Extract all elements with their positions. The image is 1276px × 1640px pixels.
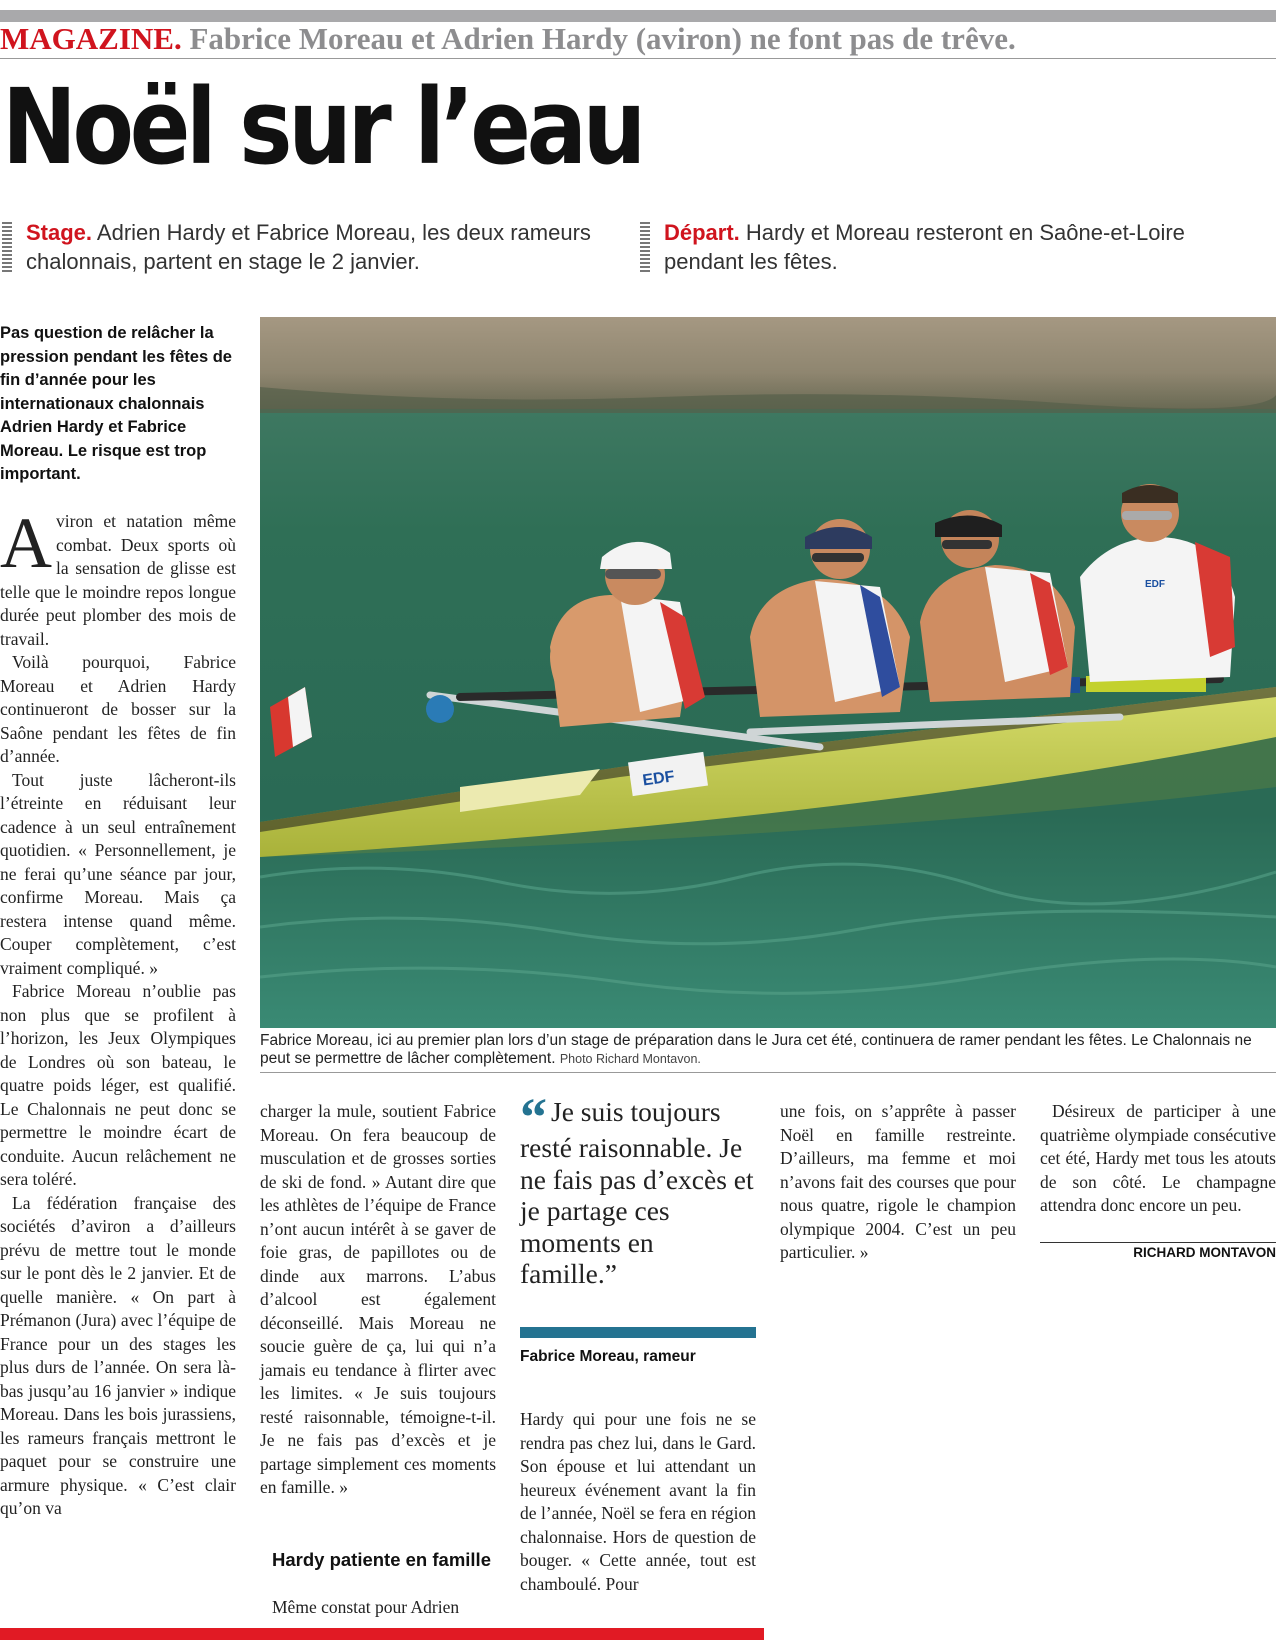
quote-mark-icon: “ [520, 1087, 547, 1147]
paragraph: charger la mule, soutient Fabrice Moreau. On fera beaucoup de musculation et de grosses sorties de ski de fond. » Autant dire que les athlètes de l’équipe de France n’ont aucun intérêt à se gaver de foie gras, de papillotes ou de dinde aux marrons. L’abus d’alcool est également déconseillé. Mais Moreau ne soucie guère de ça, lui qui n’a jamais eu tendance à flirter avec les limites. « Je suis toujours resté raisonnable, témoigne-t-il. Je ne fais pas d’excès et je partage simplement ces moments en famille. » [260, 1101, 496, 1497]
teaser-text: Hardy et Moreau resteront en Saône-et-Loire pendant les fêtes. [664, 220, 1185, 274]
byline-rule [1040, 1242, 1276, 1243]
rowing-photo-illustration [260, 317, 1276, 1028]
article-column-4 [780, 1100, 1016, 1265]
paragraph: Désireux de participer à une quatrième olympiade consécutive cet été, Hardy met tous les atouts de son côté. Le champagne attendra donc encore un peu. [1040, 1101, 1276, 1215]
paragraph: Voilà pourquoi, Fabrice Moreau et Adrien Hardy continueront de bosser sur la Saône pendant les fêtes de fin d’année. [0, 652, 236, 766]
bottom-red-rule [0, 1628, 764, 1640]
article-column-1 [0, 503, 236, 1521]
teaser-stage [26, 218, 616, 276]
paragraph: Aviron et natation même combat. Deux sports où la sensation de glisse est telle que le moindre repos longue durée peut plomber des mois de travail. [0, 503, 236, 649]
paragraph: La fédération française des sociétés d’aviron a d’ailleurs prévu de mettre tout le monde sur le pont dès le 2 janvier. Et de quelle manière. « On part à Prémanon (Jura) avec l’équipe de France pour un des stages les plus durs de l’année. On sera là-bas jusqu’au 16 janvier » indique Moreau. Dans les bois jurassiens, les rameurs français mettront le paquet pour se construire une armure physique. « C’est clair qu’on va [0, 1192, 236, 1518]
dotted-bar-icon [2, 222, 12, 274]
article-column-3 [520, 1408, 756, 1596]
boat-logo: EDF [641, 768, 676, 790]
teaser-lead: Départ. [664, 220, 740, 245]
article-column-5 [1040, 1100, 1276, 1218]
paragraph: Tout juste lâcheront-ils l’étreinte en réduisant leur cadence à un seul entraînement quotidien. « Personnellement, je ne ferai qu’une séance par jour, confirme Moreau. Mais ça restera intense quand même. Couper complètement, c’est vraiment compliqué. » [0, 769, 236, 978]
quote-text: Je suis toujours resté raisonnable. Je ne fais pas d’excès et je partage ces moments en famille.” [520, 1096, 754, 1289]
quote-rule [520, 1327, 756, 1338]
quote-author: Fabrice Moreau, rameur [520, 1348, 696, 1365]
byline: RICHARD MONTAVON [1133, 1245, 1276, 1260]
caption-rule [260, 1072, 1276, 1073]
kicker-text: Fabrice Moreau et Adrien Hardy (aviron) ne font pas de trêve. [181, 21, 1016, 56]
paragraph: Hardy qui pour une fois ne se rendra pas chez lui, dans le Gard. Son épouse et lui attendant un heureux événement avant la fin de l’année, Noël se fera en région chalonnaise. Hors de question de bouger. « Cette année, tout est chamboulé. Pour [520, 1409, 756, 1594]
shirt-logo: EDF [1145, 579, 1165, 590]
teaser-lead: Stage. [26, 220, 93, 245]
photo-caption [260, 1032, 1276, 1068]
photo-credit: Photo Richard Montavon. [559, 1052, 701, 1066]
teaser-depart [664, 218, 1254, 276]
pull-quote [520, 1087, 756, 1290]
section-kicker [0, 20, 1276, 59]
drop-cap: A [0, 503, 52, 583]
dotted-bar-icon [640, 222, 650, 274]
caption-text: Fabrice Moreau, ici au premier plan lors d’un stage de préparation dans le Jura cet été, continuera de ramer pendant les fêtes. Le Chalonnais ne peut se permettre de lâcher complètement. [260, 1032, 1252, 1067]
paragraph: une fois, on s’apprête à passer Noël en famille restreinte. D’ailleurs, ma femme et moi n’avons fait des courses que pour nous quatre, rigole le champion olympique 2004. C’est un peu particulier. » [780, 1101, 1016, 1262]
article-column-2-end [272, 1596, 498, 1620]
subhead: Hardy patiente en famille [272, 1549, 491, 1570]
teaser-text: Adrien Hardy et Fabrice Moreau, les deux rameurs chalonnais, partent en stage le 2 janvier. [26, 220, 591, 274]
rowing-photo [260, 317, 1276, 1028]
paragraph: Même constat pour Adrien [272, 1597, 460, 1617]
chapeau: Pas question de relâcher la pression pendant les fêtes de fin d’année pour les internationaux chalonnais Adrien Hardy et Fabrice Moreau. Le risque est trop important. [0, 324, 232, 483]
section-label: MAGAZINE. [0, 21, 182, 56]
paragraph: Fabrice Moreau n’oublie pas non plus que se profilent à l’horizon, les Jeux Olympiques de Londres où son bateau, le quatre poids léger, est qualifié. Le Chalonnais ne peut donc se permettre le moindre écart de conduite. Aucun relâchement ne sera toléré. [0, 981, 236, 1189]
headline: Noël sur l’eau [2, 66, 643, 188]
article-column-2 [260, 1100, 496, 1500]
